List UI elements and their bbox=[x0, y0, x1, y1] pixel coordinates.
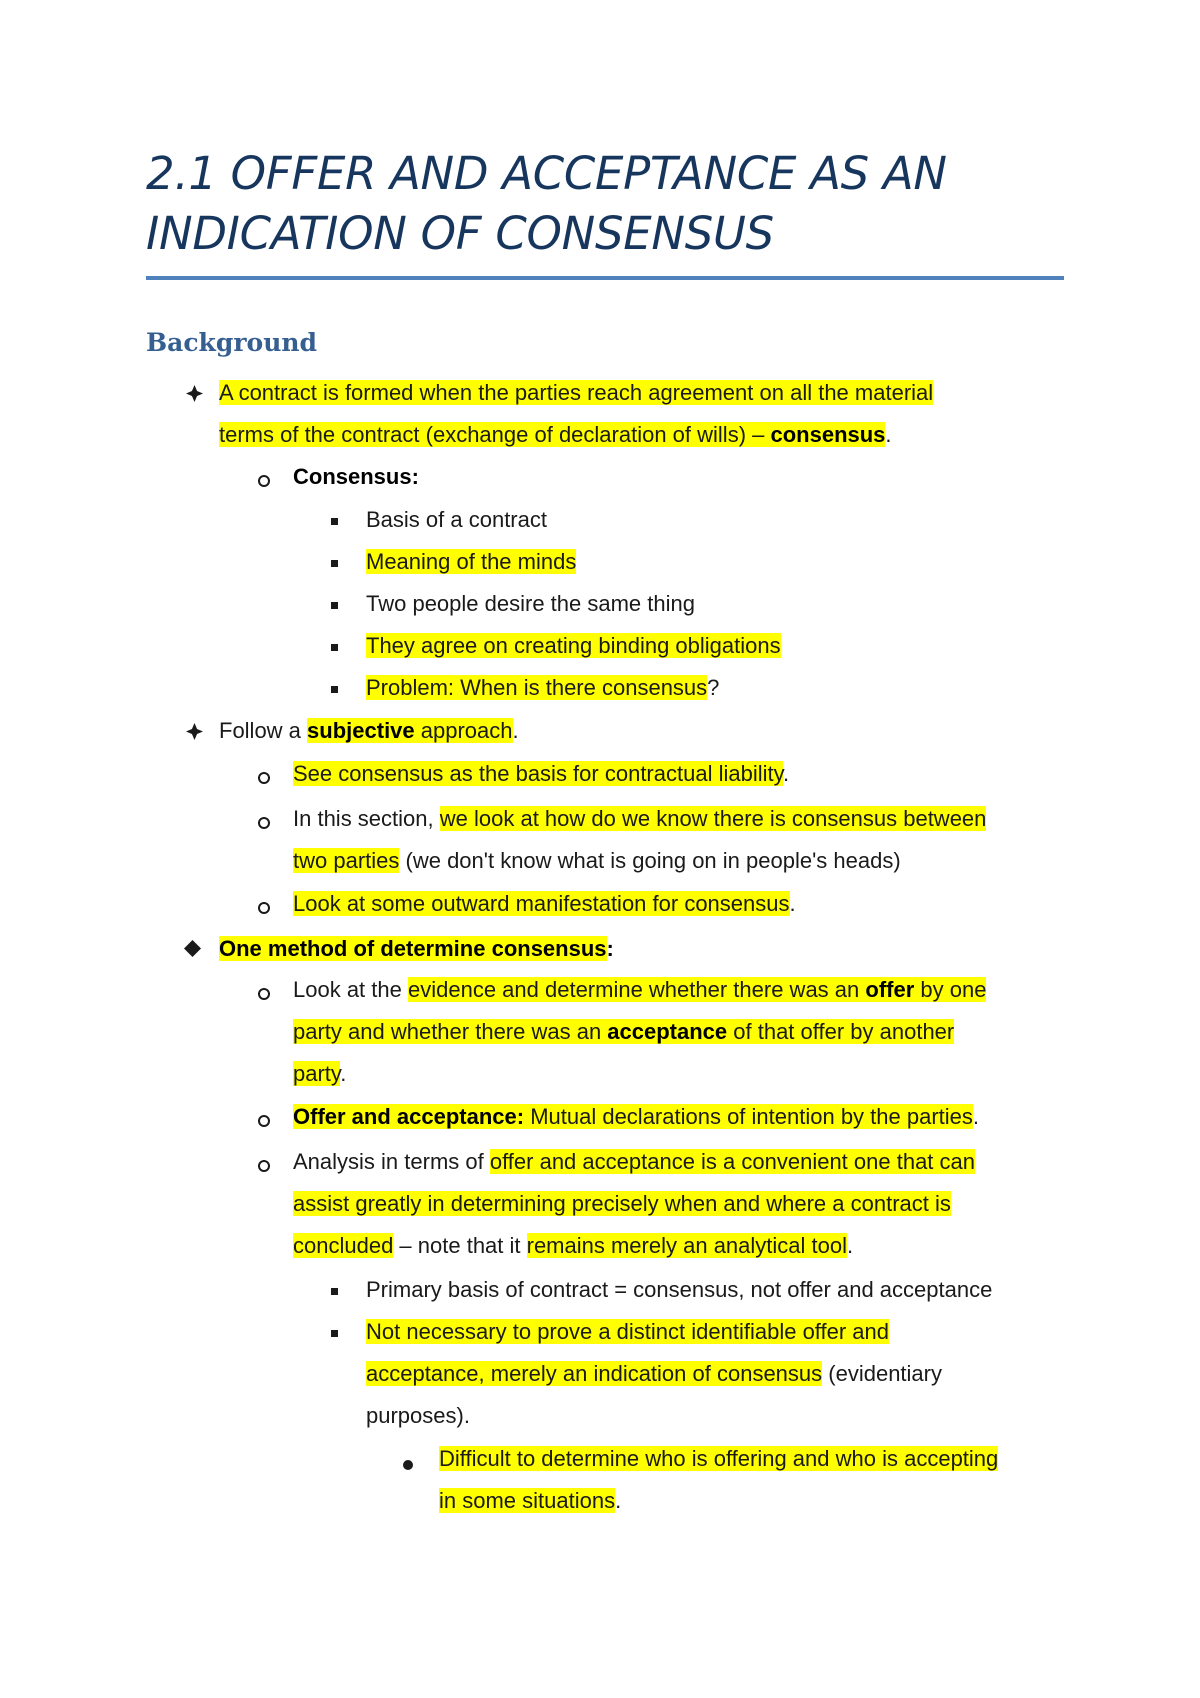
text-run: Look at some outward manifestation for consensus bbox=[293, 891, 790, 916]
consensus-label: Consensus: bbox=[293, 464, 419, 489]
circle-bullet-icon bbox=[258, 772, 270, 784]
text-run: of that offer by another bbox=[727, 1019, 955, 1044]
text-run-bold: Offer and acceptance: bbox=[293, 1104, 525, 1129]
text-run: Mutual declarations of intention by the parties bbox=[524, 1104, 973, 1129]
list-item-consensus bbox=[293, 456, 419, 498]
list-item-meaning bbox=[366, 541, 576, 583]
text-run-bold: offer bbox=[865, 977, 915, 1002]
square-bullet-icon bbox=[331, 560, 338, 567]
list-item-outward bbox=[293, 883, 796, 925]
list-item-look-evidence bbox=[293, 969, 986, 1095]
diamond-bullet-icon bbox=[184, 940, 201, 957]
text-run: Difficult to determine who is offering and who is accepting bbox=[439, 1446, 999, 1471]
circle-bullet-icon bbox=[258, 817, 270, 829]
text-run: (we don't know what is going on in people's heads) bbox=[399, 848, 901, 873]
square-bullet-icon bbox=[331, 518, 338, 525]
text-run: evidence and determine whether there was an bbox=[407, 977, 866, 1002]
circle-bullet-icon bbox=[258, 475, 270, 487]
list-item-problem bbox=[366, 667, 719, 709]
circle-bullet-icon bbox=[258, 1160, 270, 1172]
text-run: Analysis in terms of bbox=[293, 1149, 490, 1174]
list-item-this-section bbox=[293, 798, 986, 882]
text-run: . bbox=[885, 422, 892, 447]
text-run: (evidentiary bbox=[822, 1361, 942, 1386]
circle-bullet-icon bbox=[258, 988, 270, 1000]
text-run: terms of the contract (exchange of declaration of wills) – bbox=[219, 422, 771, 447]
list-item-see-consensus bbox=[293, 753, 789, 795]
list-item-contract-formed bbox=[219, 372, 933, 456]
text-run: In this section, bbox=[293, 806, 440, 831]
text-run: Primary basis of contract = consensus, not offer and acceptance bbox=[366, 1277, 993, 1302]
text-run: Two people desire the same thing bbox=[366, 591, 695, 616]
diamond-bullet-icon bbox=[186, 385, 203, 402]
text-run: Meaning of the minds bbox=[366, 549, 577, 574]
text-run: ? bbox=[707, 675, 720, 700]
text-run: assist greatly in determining precisely when and where a contract is bbox=[293, 1191, 951, 1216]
text-run-bold: subjective bbox=[307, 718, 415, 743]
text-run: concluded bbox=[293, 1233, 394, 1258]
text-run: acceptance, merely an indication of consensus bbox=[366, 1361, 823, 1386]
text-run: approach bbox=[414, 718, 513, 743]
square-bullet-icon bbox=[331, 1330, 338, 1337]
list-item-primary-basis bbox=[366, 1269, 992, 1311]
square-bullet-icon bbox=[331, 686, 338, 693]
text-run: Look at the bbox=[293, 977, 408, 1002]
list-item-difficult bbox=[439, 1438, 998, 1522]
text-run-bold: acceptance bbox=[607, 1019, 728, 1044]
circle-bullet-icon bbox=[258, 902, 270, 914]
text-run: purposes). bbox=[366, 1403, 470, 1428]
text-run: two parties bbox=[293, 848, 400, 873]
text-run: – note that it bbox=[393, 1233, 527, 1258]
text-run: party bbox=[293, 1061, 341, 1086]
text-run: . bbox=[782, 761, 790, 786]
square-bullet-icon bbox=[331, 602, 338, 609]
page-title: 2.1 OFFER AND ACCEPTANCE AS AN INDICATION OF CONSENSUS bbox=[146, 147, 947, 260]
diamond-bullet-icon bbox=[186, 723, 203, 740]
text-run: Follow a bbox=[219, 718, 308, 743]
text-run: See consensus as the basis for contractual liability bbox=[293, 761, 783, 786]
text-run: party and whether there was an bbox=[293, 1019, 608, 1044]
square-bullet-icon bbox=[331, 644, 338, 651]
list-item-analysis bbox=[293, 1141, 975, 1267]
list-item-one-method bbox=[219, 928, 614, 970]
section-heading: Background bbox=[146, 328, 318, 357]
text-run: in some situations bbox=[439, 1488, 616, 1513]
text-run: . bbox=[789, 891, 796, 916]
text-run: A contract is formed when the parties reach agreement on all the material bbox=[219, 380, 934, 405]
dot-bullet-icon bbox=[403, 1460, 413, 1470]
list-item-offer-acceptance bbox=[293, 1096, 979, 1138]
text-run: Problem: When is there consensus bbox=[366, 675, 708, 700]
square-bullet-icon bbox=[331, 1288, 338, 1295]
text-run: . bbox=[847, 1233, 854, 1258]
text-run: They agree on creating binding obligations bbox=[366, 633, 781, 658]
text-run: . bbox=[972, 1104, 980, 1129]
text-run: . bbox=[512, 718, 519, 743]
list-item-two-people bbox=[366, 583, 695, 625]
title-underline bbox=[146, 276, 1064, 280]
text-run: . bbox=[340, 1061, 347, 1086]
text-run: offer and acceptance is a convenient one that can bbox=[489, 1149, 976, 1174]
text-run: we look at how do we know there is consensus between bbox=[439, 806, 987, 831]
list-item-subjective bbox=[219, 710, 519, 752]
text-run: Not necessary to prove a distinct identifiable offer and bbox=[366, 1319, 890, 1344]
text-run: by one bbox=[914, 977, 987, 1002]
text-run-bold: One method of determine consensus bbox=[219, 936, 607, 961]
text-run: remains merely an analytical tool bbox=[526, 1233, 847, 1258]
list-item-not-necessary bbox=[366, 1311, 942, 1437]
text-run-bold: : bbox=[606, 936, 614, 961]
text-run: . bbox=[615, 1488, 622, 1513]
text-run-bold: consensus bbox=[770, 422, 886, 447]
circle-bullet-icon bbox=[258, 1115, 270, 1127]
text-run: Basis of a contract bbox=[366, 507, 547, 532]
list-item-basis bbox=[366, 499, 547, 541]
list-item-binding bbox=[366, 625, 781, 667]
